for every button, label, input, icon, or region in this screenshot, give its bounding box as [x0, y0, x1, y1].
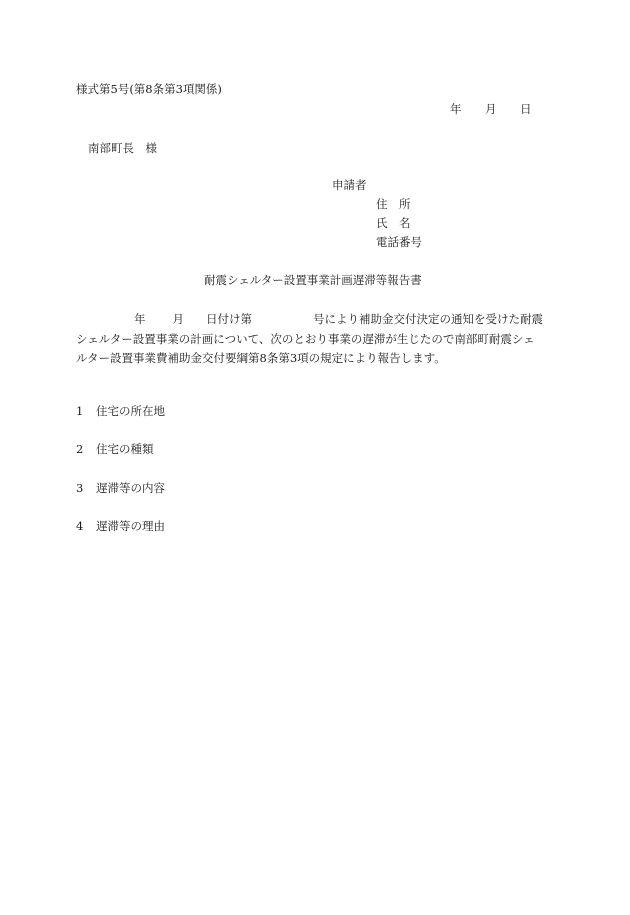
list-item-number: 4: [76, 519, 84, 533]
applicant-address-label: 住 所: [376, 197, 411, 211]
applicant-name-label: 氏 名: [376, 216, 411, 230]
body-line-1: [76, 310, 560, 330]
list-item-number: 2: [76, 442, 84, 456]
body-line-1-text: 号により補助金交付決定の通知を受けた耐震: [313, 312, 543, 326]
list-item-label: 住宅の所在地: [96, 404, 165, 418]
list-item-label: 遅滞等の理由: [96, 519, 165, 533]
list-item: [76, 521, 165, 533]
list-item-number: 3: [76, 481, 84, 495]
applicant-phone-label: 電話番号: [376, 235, 422, 249]
date-day-label: 日: [520, 102, 532, 116]
date-month-label: 月: [485, 102, 497, 116]
list-item: [76, 483, 165, 495]
addressee: 南部町長 様: [88, 141, 157, 155]
body-line-3: ルター設置事業費補助金交付要綱第8条第3項の規定により報告します。: [76, 351, 446, 365]
body-month-label: 月: [172, 312, 184, 326]
body-dated-number-label: 日付け第: [206, 312, 252, 326]
date-year-label: 年: [450, 102, 462, 116]
list-item: [76, 444, 154, 456]
document-title: 耐震シェルター設置事業計画遅滞等報告書: [204, 273, 422, 287]
list-item-label: 遅滞等の内容: [96, 481, 165, 495]
body-paragraph: [76, 310, 560, 369]
list-item-number: 1: [76, 404, 84, 418]
body-line-2: シェルター設置事業の計画について、次のとおり事業の遅滞が生じたので南部町耐震シェ: [76, 331, 535, 346]
list-item: [76, 406, 165, 418]
form-number-label: 様式第5号(第8条第3項関係): [76, 82, 222, 96]
list-item-label: 住宅の種類: [96, 442, 154, 456]
applicant-heading: 申請者: [332, 178, 367, 192]
body-year-label: 年: [134, 312, 146, 326]
